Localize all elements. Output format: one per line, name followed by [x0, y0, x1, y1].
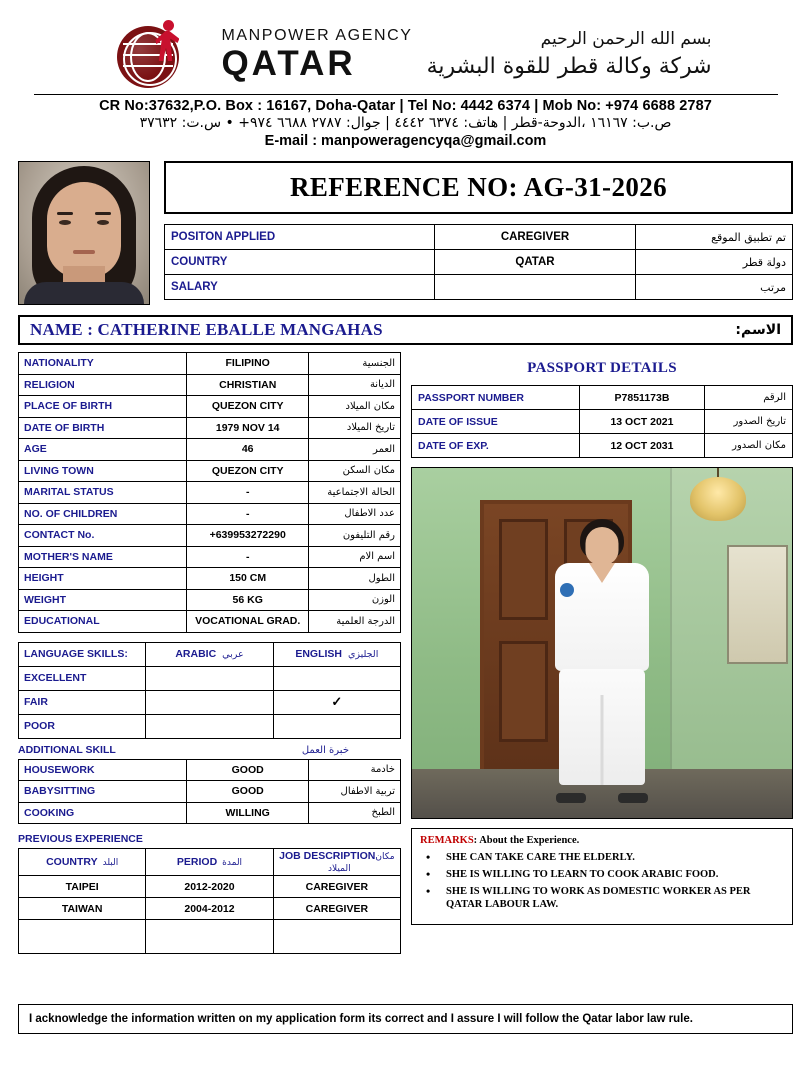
applicant-name-bar [18, 315, 793, 345]
reference-row [18, 161, 793, 305]
educational-arabic: الدرجة العلمية [309, 611, 401, 633]
language-arabic-label-ar: عربي [222, 649, 244, 660]
applicant-full-body-photo [411, 467, 793, 819]
document-header [18, 14, 793, 149]
religion-arabic: الديانة [309, 374, 401, 396]
cooking-label: COOKING [19, 802, 187, 824]
additional-skill-title: ADDITIONAL SKILL [18, 743, 116, 756]
level-poor-label: POOR [19, 714, 146, 738]
brand-line-1: MANPOWER AGENCY [221, 26, 413, 44]
additional-skill-table [18, 759, 401, 825]
place-of-birth-label: PLACE OF BIRTH [19, 396, 187, 418]
brand-arabic-block [427, 31, 712, 79]
weight-arabic: الوزن [309, 589, 401, 611]
applicant-portrait-photo [18, 161, 150, 305]
passport-details-title: PASSPORT DETAILS [527, 360, 677, 376]
basmala-text: بسم الله الرحمن الرحيم [540, 29, 712, 49]
experience-period-header-arabic: المدة [222, 858, 243, 868]
children-arabic: عدد الاطفال [309, 503, 401, 525]
table-row [19, 898, 401, 920]
table-row [19, 666, 401, 690]
table-row [19, 396, 401, 418]
experience-country-header-label: COUNTRY [46, 856, 98, 868]
experience-country-value: TAIWAN [19, 898, 146, 920]
date-of-birth-value: 1979 NOV 14 [187, 417, 309, 439]
height-value: 150 CM [187, 568, 309, 590]
place-of-birth-arabic: مكان الميلاد [309, 396, 401, 418]
educational-label: EDUCATIONAL [19, 611, 187, 633]
table-row [19, 353, 401, 375]
children-value: - [187, 503, 309, 525]
applicant-figure [542, 519, 662, 797]
table-row [19, 417, 401, 439]
table-row [165, 275, 793, 300]
contact-label: CONTACT No. [19, 525, 187, 547]
date-of-issue-value: 13 OCT 2021 [579, 410, 705, 434]
weight-value: 56 KG [187, 589, 309, 611]
nationality-value: FILIPINO [187, 353, 309, 375]
cooking-value: WILLING [187, 802, 309, 824]
brand-line-2: QATAR [221, 43, 356, 83]
marital-status-arabic: الحالة الاجتماعية [309, 482, 401, 504]
experience-period-value: 2012-2020 [146, 876, 273, 898]
table-row [19, 568, 401, 590]
religion-label: RELIGION [19, 374, 187, 396]
table-row [19, 759, 401, 781]
age-arabic: العمر [309, 439, 401, 461]
level-fair-label: FAIR [19, 690, 146, 714]
housework-label: HOUSEWORK [19, 759, 187, 781]
contact-value: +639953272290 [187, 525, 309, 547]
language-english-label: ENGLISH [295, 648, 342, 660]
table-row [165, 225, 793, 250]
experience-job-header [273, 849, 400, 876]
table-row [19, 460, 401, 482]
ceiling-lamp-icon [690, 467, 746, 525]
table-row [19, 374, 401, 396]
experience-job-header-arabic: مكان الميلاد [328, 852, 395, 874]
passport-details-table [411, 385, 793, 458]
biodata-table [18, 352, 401, 633]
table-row [19, 439, 401, 461]
experience-country-value: TAIPEI [19, 876, 146, 898]
cooking-arabic: الطبخ [309, 802, 401, 824]
experience-job-value: CAREGIVER [273, 898, 400, 920]
level-excellent-arabic-mark [146, 666, 273, 690]
experience-empty-cell [19, 920, 146, 954]
language-arabic-label: ARABIC [175, 648, 217, 660]
experience-empty-cell [273, 920, 400, 954]
acknowledgement-text: I acknowledge the information written on my application form its correct and I assure I will follow the Qatar labor law rule. [29, 1013, 693, 1025]
marital-status-label: MARITAL STATUS [19, 482, 187, 504]
table-row-empty [19, 920, 401, 954]
remarks-box [411, 828, 793, 925]
position-applied-arabic: تم تطبيق الموقع [635, 225, 792, 250]
right-column [411, 352, 793, 925]
list-item: • SHE CAN TAKE CARE THE ELDERLY. [420, 851, 784, 864]
age-value: 46 [187, 439, 309, 461]
date-of-exp-arabic: مكان الصدور [705, 434, 793, 458]
passport-number-value: P7851173B [579, 386, 705, 410]
header-top [18, 14, 793, 90]
list-item: • SHE IS WILLING TO WORK AS DOMESTIC WORKER AS PER QATAR LABOUR LAW. [420, 885, 784, 911]
contact-line-english: CR No:37632,P.O. Box : 16167, Doha-Qatar | Tel No: 4442 6374 | Mob No: +974 6688 2787 [99, 98, 712, 114]
table-row [19, 690, 401, 714]
table-row [412, 386, 793, 410]
table-row [19, 611, 401, 633]
additional-skill-arabic: خبرة العمل [301, 744, 349, 756]
contact-line-arabic: ص.ب: ١٦١٦٧ ،الدوحة-قطر | هاتف: ٦٣٧٤ ٤٤٤٢ | جوال: ٢٧٨٧ ٦٦٨٨ ٩٧٤+ • س.ت: ٣٧٦٣٢ [139, 115, 672, 131]
table-row [19, 876, 401, 898]
table-row [19, 802, 401, 824]
religion-value: CHRISTIAN [187, 374, 309, 396]
position-applied-label: POSITON APPLIED [165, 225, 435, 250]
left-column [18, 352, 401, 954]
country-label: COUNTRY [165, 250, 435, 275]
acknowledgement-footer [18, 1004, 793, 1034]
passport-number-arabic: الرقم [705, 386, 793, 410]
previous-experience-title: PREVIOUS EXPERIENCE [18, 833, 143, 845]
level-fair-arabic-mark [146, 690, 273, 714]
place-of-birth-value: QUEZON CITY [187, 396, 309, 418]
passport-number-label: PASSPORT NUMBER [412, 386, 580, 410]
list-item: • SHE IS WILLING TO LEARN TO COOK ARABIC FOOD. [420, 868, 784, 881]
educational-value: VOCATIONAL GRAD. [187, 611, 309, 633]
reference-number-box [164, 161, 793, 214]
table-row [165, 250, 793, 275]
reference-right-block [164, 161, 793, 300]
table-row [19, 546, 401, 568]
children-label: NO. OF CHILDREN [19, 503, 187, 525]
height-label: HEIGHT [19, 568, 187, 590]
height-arabic: الطول [309, 568, 401, 590]
date-of-issue-arabic: تاريخ الصدور [705, 410, 793, 434]
experience-job-header-label: JOB DESCRIPTION [279, 850, 376, 862]
table-row [412, 410, 793, 434]
table-row [19, 503, 401, 525]
date-of-exp-value: 12 OCT 2031 [579, 434, 705, 458]
experience-empty-cell [146, 920, 273, 954]
date-of-exp-label: DATE OF EXP. [412, 434, 580, 458]
table-row [19, 714, 401, 738]
language-arabic-header [146, 642, 273, 666]
experience-job-value: CAREGIVER [273, 876, 400, 898]
experience-period-value: 2004-2012 [146, 898, 273, 920]
language-english-header [273, 642, 400, 666]
previous-experience-table [18, 848, 401, 954]
date-of-birth-label: DATE OF BIRTH [19, 417, 187, 439]
contact-email: E-mail : manpoweragencyqa@gmail.com [264, 133, 547, 149]
reference-number: REFERENCE NO: AG-31-2026 [289, 172, 668, 202]
level-poor-english-mark [273, 714, 400, 738]
main-columns [18, 352, 793, 954]
level-poor-arabic-mark [146, 714, 273, 738]
contact-arabic: رقم التليفون [309, 525, 401, 547]
country-value: QATAR [435, 250, 636, 275]
remarks-label: REMARKS [420, 835, 474, 846]
table-row [19, 589, 401, 611]
nationality-arabic: الجنسية [309, 353, 401, 375]
babysitting-label: BABYSITTING [19, 781, 187, 803]
salary-label: SALARY [165, 275, 435, 300]
header-divider [34, 94, 778, 95]
babysitting-arabic: تربية الاطفال [309, 781, 401, 803]
level-excellent-english-mark [273, 666, 400, 690]
brand-arabic: شركة وكالة قطر للقوة البشرية [426, 54, 712, 79]
weight-label: WEIGHT [19, 589, 187, 611]
language-english-label-ar: الجليزي [347, 649, 379, 660]
level-excellent-label: EXCELLENT [19, 666, 146, 690]
age-label: AGE [19, 439, 187, 461]
position-applied-value: CAREGIVER [435, 225, 636, 250]
table-row [19, 525, 401, 547]
table-header-row [19, 849, 401, 876]
experience-period-header [146, 849, 273, 876]
housework-arabic: خادمة [309, 759, 401, 781]
nationality-label: NATIONALITY [19, 353, 187, 375]
country-arabic: دولة قطر [635, 250, 792, 275]
agency-logo-icon [99, 20, 211, 90]
experience-country-header [19, 849, 146, 876]
remarks-heading [420, 835, 784, 846]
babysitting-value: GOOD [187, 781, 309, 803]
remarks-list [420, 851, 784, 912]
table-row [19, 482, 401, 504]
living-town-label: LIVING TOWN [19, 460, 187, 482]
marital-status-value: - [187, 482, 309, 504]
table-row [412, 434, 793, 458]
position-applied-table [164, 224, 793, 300]
experience-country-header-arabic: البلد [102, 858, 119, 868]
living-town-value: QUEZON CITY [187, 460, 309, 482]
table-row [19, 781, 401, 803]
applicant-name-arabic: الاسم: [735, 322, 781, 338]
date-of-issue-label: DATE OF ISSUE [412, 410, 580, 434]
housework-value: GOOD [187, 759, 309, 781]
applicant-name: NAME : CATHERINE EBALLE MANGAHAS [30, 320, 383, 339]
brand-text [221, 28, 412, 83]
mother-name-label: MOTHER'S NAME [19, 546, 187, 568]
salary-value [435, 275, 636, 300]
salary-arabic: مرتب [635, 275, 792, 300]
living-town-arabic: مكان السكن [309, 460, 401, 482]
mother-name-value: - [187, 546, 309, 568]
level-fair-english-mark: ✓ [273, 690, 400, 714]
language-skills-table [18, 642, 401, 739]
mother-name-arabic: اسم الام [309, 546, 401, 568]
table-row [19, 642, 401, 666]
additional-skill-heading [18, 744, 401, 756]
language-skills-title: LANGUAGE SKILLS: [19, 642, 146, 666]
date-of-birth-arabic: تاريخ الميلاد [309, 417, 401, 439]
experience-period-header-label: PERIOD [176, 856, 218, 868]
remarks-heading-text: : About the Experience. [473, 835, 580, 846]
